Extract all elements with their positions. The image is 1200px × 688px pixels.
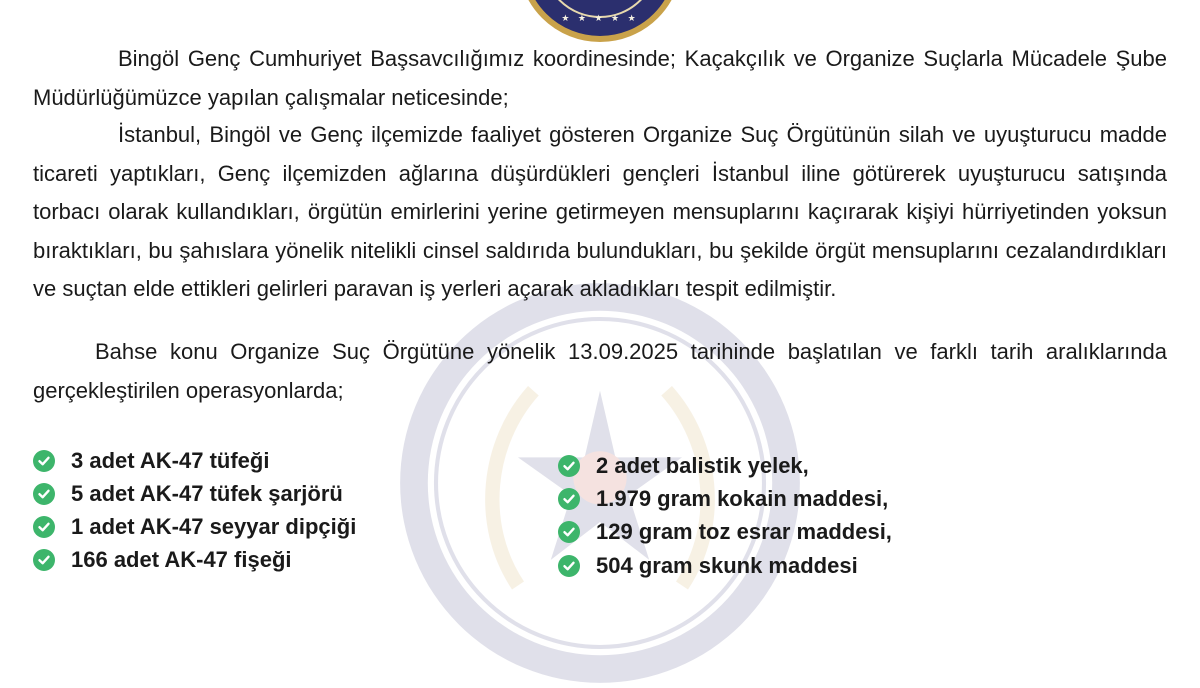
check-circle-icon: [33, 450, 55, 472]
emblem-stars: ★ ★ ★ ★ ★: [561, 13, 639, 23]
check-circle-icon: [558, 455, 580, 477]
operation-paragraph: Bahse konu Organize Suç Örgütüne yönelik 13.09.2025 tarihinde başlatılan ve farklı tarih aralıklarında gerçekleştirilen operasyonlarda;: [33, 339, 1167, 403]
list-item: [33, 543, 356, 576]
list-item-label: 166 adet AK-47 fişeği: [71, 546, 292, 572]
check-circle-icon: [33, 549, 55, 571]
list-item-label: 2 adet balistik yelek,: [596, 452, 809, 478]
list-item-label: 1 adet AK-47 seyyar dipçiği: [71, 513, 357, 539]
list-item-label: 504 gram skunk maddesi: [596, 552, 858, 578]
check-circle-icon: [558, 488, 580, 510]
list-item: [33, 444, 356, 477]
list-item: [558, 549, 892, 582]
list-item: [558, 482, 892, 515]
check-circle-icon: [558, 521, 580, 543]
findings-paragraph: İstanbul, Bingöl ve Genç ilçemizde faaliyet gösteren Organize Suç Örgütünün silah ve uyuşturucu madde ticareti yaptıkları, Genç ilçemizden ağlarına düşürdükleri gençleri İstanbul iline götürerek uyuşturucu satışında torbacı olarak kullandıkları, örgütün emirlerini yerine getirmeyen mensuplarını kaçırarak kişiyi hürriyetinden yoksun bıraktıkları, bu şahıslara yönelik nitelikli cinsel saldırıda bulundukları, bu şekilde örgüt mensuplarını cezalandırdıkları ve suçtan elde ettikleri gelirleri paravan iş yerleri açarak akladıkları tespit edilmiştir.: [33, 122, 1167, 301]
list-item-label: 129 gram toz esrar maddesi,: [596, 519, 892, 545]
seized-items-right-list: [558, 449, 892, 582]
check-circle-icon: [33, 483, 55, 505]
list-item: [33, 477, 356, 510]
list-item: [558, 516, 892, 549]
intro-paragraph: Bingöl Genç Cumhuriyet Başsavcılığımız koordinesinde; Kaçakçılık ve Organize Suçlarla Mücadele Şube Müdürlüğümüzce yapılan çalışmalar neticesinde;: [33, 46, 1167, 110]
police-emblem-icon: [518, 0, 682, 42]
list-item: [558, 449, 892, 482]
check-circle-icon: [558, 555, 580, 577]
list-item: [33, 510, 356, 543]
list-item-label: 3 adet AK-47 tüfeği: [71, 447, 270, 473]
check-circle-icon: [33, 516, 55, 538]
list-item-label: 1.979 gram kokain maddesi,: [596, 485, 889, 511]
list-item-label: 5 adet AK-47 tüfek şarjörü: [71, 480, 343, 506]
seized-items-left-list: [33, 444, 356, 576]
